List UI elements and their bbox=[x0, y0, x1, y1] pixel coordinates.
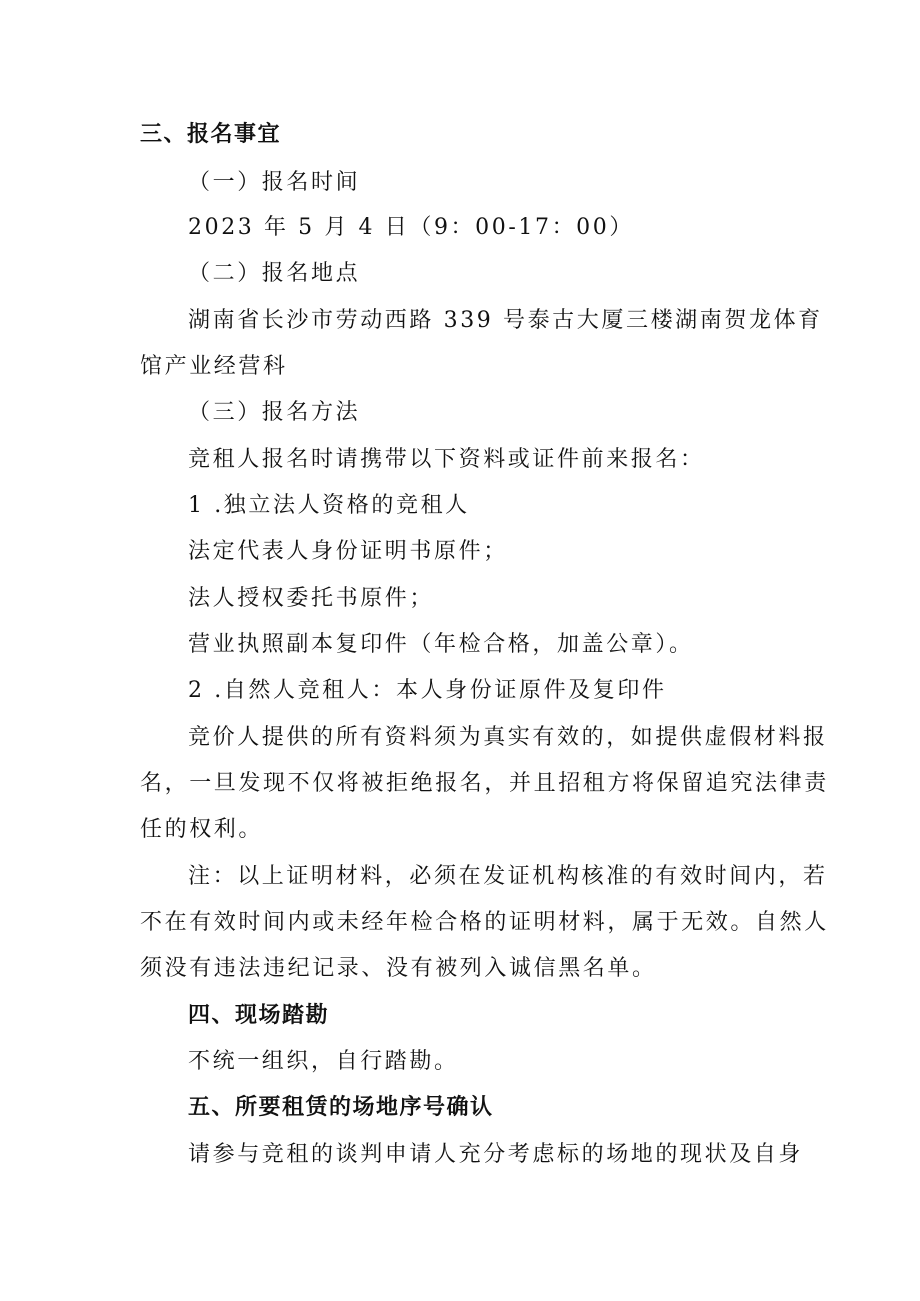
warning-line-2: 名，一旦发现不仅将被拒绝报名，并且招租方将保留追究法律责 bbox=[140, 771, 829, 796]
item-1-doc-c: 营业执照副本复印件（年检合格，加盖公章）。 bbox=[188, 632, 694, 657]
signup-method-label: （三）报名方法 bbox=[188, 400, 361, 425]
section-5-text: 请参与竞租的谈判申请人充分考虑标的场地的现状及自身 bbox=[188, 1142, 804, 1167]
item-1-title: 1 .独立法人资格的竞租人 bbox=[188, 493, 470, 518]
note-line-3: 须没有违法违纪记录、没有被列入诚信黑名单。 bbox=[140, 956, 657, 981]
signup-method-intro: 竞租人报名时请携带以下资料或证件前来报名： bbox=[188, 447, 705, 472]
signup-place-line-2: 馆产业经营科 bbox=[140, 354, 288, 379]
section-5-heading: 五、所要租赁的场地序号确认 bbox=[188, 1095, 494, 1120]
section-3-heading: 三、报名事宜 bbox=[140, 122, 282, 147]
item-2-title: 2 .自然人竞租人：本人身份证原件及复印件 bbox=[188, 678, 667, 703]
signup-place-label: （二）报名地点 bbox=[188, 261, 361, 286]
note-line-1: 注：以上证明材料，必须在发证机构核准的有效时间内，若 bbox=[188, 864, 828, 889]
item-1-doc-a: 法定代表人身份证明书原件； bbox=[188, 539, 508, 564]
signup-time-label: （一）报名时间 bbox=[188, 170, 361, 195]
signup-place-line-1: 湖南省长沙市劳动西路 339 号泰古大厦三楼湖南贺龙体育 bbox=[188, 308, 823, 333]
item-1-doc-b: 法人授权委托书原件； bbox=[188, 586, 435, 611]
section-4-heading: 四、现场踏勘 bbox=[188, 1003, 330, 1028]
warning-line-1: 竞价人提供的所有资料须为真实有效的，如提供虚假材料报 bbox=[188, 725, 828, 750]
signup-time-value: 2023 年 5 月 4 日（9：00-17：00） bbox=[188, 215, 634, 240]
warning-line-3: 任的权利。 bbox=[140, 817, 264, 842]
note-line-2: 不在有效时间内或未经年检合格的证明材料，属于无效。自然人 bbox=[140, 910, 829, 935]
section-4-text: 不统一组织，自行踏勘。 bbox=[188, 1049, 459, 1074]
